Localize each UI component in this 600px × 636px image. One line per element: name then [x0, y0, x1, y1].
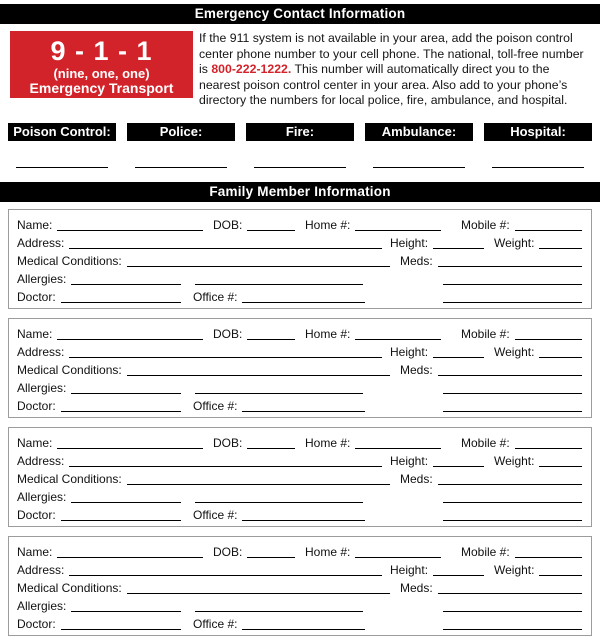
member-row-doctor	[17, 505, 582, 523]
mobile-phone-blank-line	[515, 557, 582, 558]
weight-label: Weight:	[494, 235, 535, 250]
member-row-doctor	[17, 614, 582, 632]
member-row-address	[17, 342, 582, 360]
meds-continuation-line-2	[443, 520, 582, 521]
allergies-label: Allergies:	[17, 489, 67, 504]
doctor-label: Doctor:	[17, 507, 56, 522]
dob-label: DOB:	[213, 217, 243, 232]
home-phone-blank-line	[355, 557, 441, 558]
dob-blank-line	[247, 448, 295, 449]
medical-conditions-label: Medical Conditions:	[17, 362, 122, 377]
doctor-blank-line	[61, 302, 181, 303]
name-blank-line	[57, 230, 203, 231]
home-phone-blank-line	[355, 448, 441, 449]
height-label: Height:	[390, 344, 429, 359]
paragraph-text-after: This number will automatically direct you to the nearest poison control center in your area. Also add to your phone’s directory the numbers for local police, fire, ambulance, and hospital.	[199, 62, 568, 107]
address-blank-line	[69, 575, 382, 576]
office-phone-blank-line	[242, 411, 365, 412]
meds-continuation-line-2	[443, 411, 582, 412]
meds-continuation-line-2	[443, 302, 582, 303]
member-row-medical	[17, 469, 582, 487]
height-blank-line	[433, 357, 484, 358]
height-label: Height:	[390, 562, 429, 577]
medical-conditions-blank-line	[127, 593, 390, 594]
meds-blank-line	[438, 593, 582, 594]
allergies-blank-line	[71, 502, 181, 503]
family-member-blocks	[0, 209, 600, 636]
dob-label: DOB:	[213, 544, 243, 559]
mobile-phone-label: Mobile #:	[461, 326, 510, 341]
weight-label: Weight:	[494, 562, 535, 577]
member-row-allergies	[17, 596, 582, 614]
member-row-medical	[17, 360, 582, 378]
member-row-address	[17, 560, 582, 578]
address-label: Address:	[17, 453, 65, 468]
address-label: Address:	[17, 344, 65, 359]
office-phone-blank-line	[242, 520, 365, 521]
member-row-allergies	[17, 269, 582, 287]
address-blank-line	[69, 466, 382, 467]
contact-column	[246, 123, 354, 168]
member-row-medical	[17, 578, 582, 596]
office-phone-label: Office #:	[193, 398, 238, 413]
name-label: Name:	[17, 217, 53, 232]
allergies-continuation-line	[195, 502, 363, 503]
emergency-form-page	[0, 4, 600, 631]
dob-label: DOB:	[213, 435, 243, 450]
office-phone-label: Office #:	[193, 616, 238, 631]
member-row-identity	[17, 215, 582, 233]
allergies-blank-line	[71, 284, 181, 285]
home-phone-blank-line	[355, 230, 441, 231]
office-phone-blank-line	[242, 302, 365, 303]
weight-blank-line	[539, 357, 582, 358]
height-label: Height:	[390, 235, 429, 250]
allergies-continuation-line	[195, 284, 363, 285]
family-member-block	[8, 209, 592, 309]
contact-blank-line	[373, 167, 465, 168]
height-blank-line	[433, 248, 484, 249]
contact-label: Ambulance:	[365, 123, 473, 141]
meds-blank-line	[438, 266, 582, 267]
contact-blank-line	[135, 167, 227, 168]
contact-blank-line	[254, 167, 346, 168]
weight-blank-line	[539, 575, 582, 576]
weight-blank-line	[539, 248, 582, 249]
member-row-identity	[17, 433, 582, 451]
member-row-identity	[17, 542, 582, 560]
medical-conditions-label: Medical Conditions:	[17, 253, 122, 268]
family-section-title: Family Member Information	[0, 182, 600, 202]
mobile-phone-label: Mobile #:	[461, 544, 510, 559]
contact-column	[8, 123, 116, 168]
meds-blank-line	[438, 375, 582, 376]
weight-label: Weight:	[494, 344, 535, 359]
meds-continuation-line-2	[443, 629, 582, 630]
meds-continuation-line-1	[443, 502, 582, 503]
mobile-phone-label: Mobile #:	[461, 217, 510, 232]
weight-blank-line	[539, 466, 582, 467]
member-row-doctor	[17, 287, 582, 305]
home-phone-blank-line	[355, 339, 441, 340]
member-row-address	[17, 233, 582, 251]
allergies-label: Allergies:	[17, 380, 67, 395]
height-blank-line	[433, 466, 484, 467]
doctor-blank-line	[61, 629, 181, 630]
medical-conditions-label: Medical Conditions:	[17, 580, 122, 595]
name-blank-line	[57, 448, 203, 449]
dob-blank-line	[247, 230, 295, 231]
name-blank-line	[57, 557, 203, 558]
address-blank-line	[69, 357, 382, 358]
contact-column	[484, 123, 592, 168]
meds-label: Meds:	[400, 253, 433, 268]
emergency-contacts-row	[8, 123, 592, 168]
family-member-block	[8, 536, 592, 636]
allergies-blank-line	[71, 611, 181, 612]
office-phone-label: Office #:	[193, 289, 238, 304]
meds-label: Meds:	[400, 362, 433, 377]
allergies-continuation-line	[195, 611, 363, 612]
contact-column	[365, 123, 473, 168]
mobile-phone-label: Mobile #:	[461, 435, 510, 450]
home-phone-label: Home #:	[305, 217, 351, 232]
medical-conditions-blank-line	[127, 375, 390, 376]
member-row-doctor	[17, 396, 582, 414]
top-section	[10, 31, 592, 109]
allergies-label: Allergies:	[17, 598, 67, 613]
address-label: Address:	[17, 235, 65, 250]
911-phonetic: (nine, one, one)	[53, 66, 150, 81]
meds-label: Meds:	[400, 471, 433, 486]
contact-column	[127, 123, 235, 168]
poison-control-paragraph	[199, 31, 592, 109]
allergies-continuation-line	[195, 393, 363, 394]
dob-blank-line	[247, 339, 295, 340]
member-row-allergies	[17, 487, 582, 505]
name-label: Name:	[17, 435, 53, 450]
poison-control-phone-number: 800-222-1222.	[211, 62, 292, 76]
office-phone-blank-line	[242, 629, 365, 630]
height-label: Height:	[390, 453, 429, 468]
911-badge	[10, 31, 193, 111]
doctor-label: Doctor:	[17, 289, 56, 304]
member-row-allergies	[17, 378, 582, 396]
family-member-block	[8, 427, 592, 527]
name-label: Name:	[17, 544, 53, 559]
paragraph-text-before: If the 911 system is not available in your area, add the poison control center phone number to your cell phone. The national, toll-free number is	[199, 31, 584, 76]
address-blank-line	[69, 248, 382, 249]
meds-continuation-line-1	[443, 284, 582, 285]
name-label: Name:	[17, 326, 53, 341]
meds-blank-line	[438, 484, 582, 485]
page-title: Emergency Contact Information	[0, 4, 600, 24]
height-blank-line	[433, 575, 484, 576]
doctor-label: Doctor:	[17, 398, 56, 413]
911-number: 9 - 1 - 1	[50, 36, 153, 66]
contact-blank-line	[16, 167, 108, 168]
doctor-label: Doctor:	[17, 616, 56, 631]
meds-label: Meds:	[400, 580, 433, 595]
meds-continuation-line-1	[443, 611, 582, 612]
name-blank-line	[57, 339, 203, 340]
allergies-blank-line	[71, 393, 181, 394]
medical-conditions-blank-line	[127, 484, 390, 485]
contact-label: Poison Control:	[8, 123, 116, 141]
home-phone-label: Home #:	[305, 326, 351, 341]
contact-label: Fire:	[246, 123, 354, 141]
mobile-phone-blank-line	[515, 448, 582, 449]
allergies-label: Allergies:	[17, 271, 67, 286]
mobile-phone-blank-line	[515, 230, 582, 231]
medical-conditions-blank-line	[127, 266, 390, 267]
medical-conditions-label: Medical Conditions:	[17, 471, 122, 486]
member-row-identity	[17, 324, 582, 342]
dob-label: DOB:	[213, 326, 243, 341]
family-member-block	[8, 318, 592, 418]
contact-blank-line	[492, 167, 584, 168]
doctor-blank-line	[61, 520, 181, 521]
mobile-phone-blank-line	[515, 339, 582, 340]
911-subtitle: Emergency Transport System	[29, 80, 174, 111]
office-phone-label: Office #:	[193, 507, 238, 522]
weight-label: Weight:	[494, 453, 535, 468]
address-label: Address:	[17, 562, 65, 577]
contact-label: Police:	[127, 123, 235, 141]
home-phone-label: Home #:	[305, 544, 351, 559]
doctor-blank-line	[61, 411, 181, 412]
meds-continuation-line-1	[443, 393, 582, 394]
member-row-medical	[17, 251, 582, 269]
dob-blank-line	[247, 557, 295, 558]
home-phone-label: Home #:	[305, 435, 351, 450]
member-row-address	[17, 451, 582, 469]
contact-label: Hospital:	[484, 123, 592, 141]
